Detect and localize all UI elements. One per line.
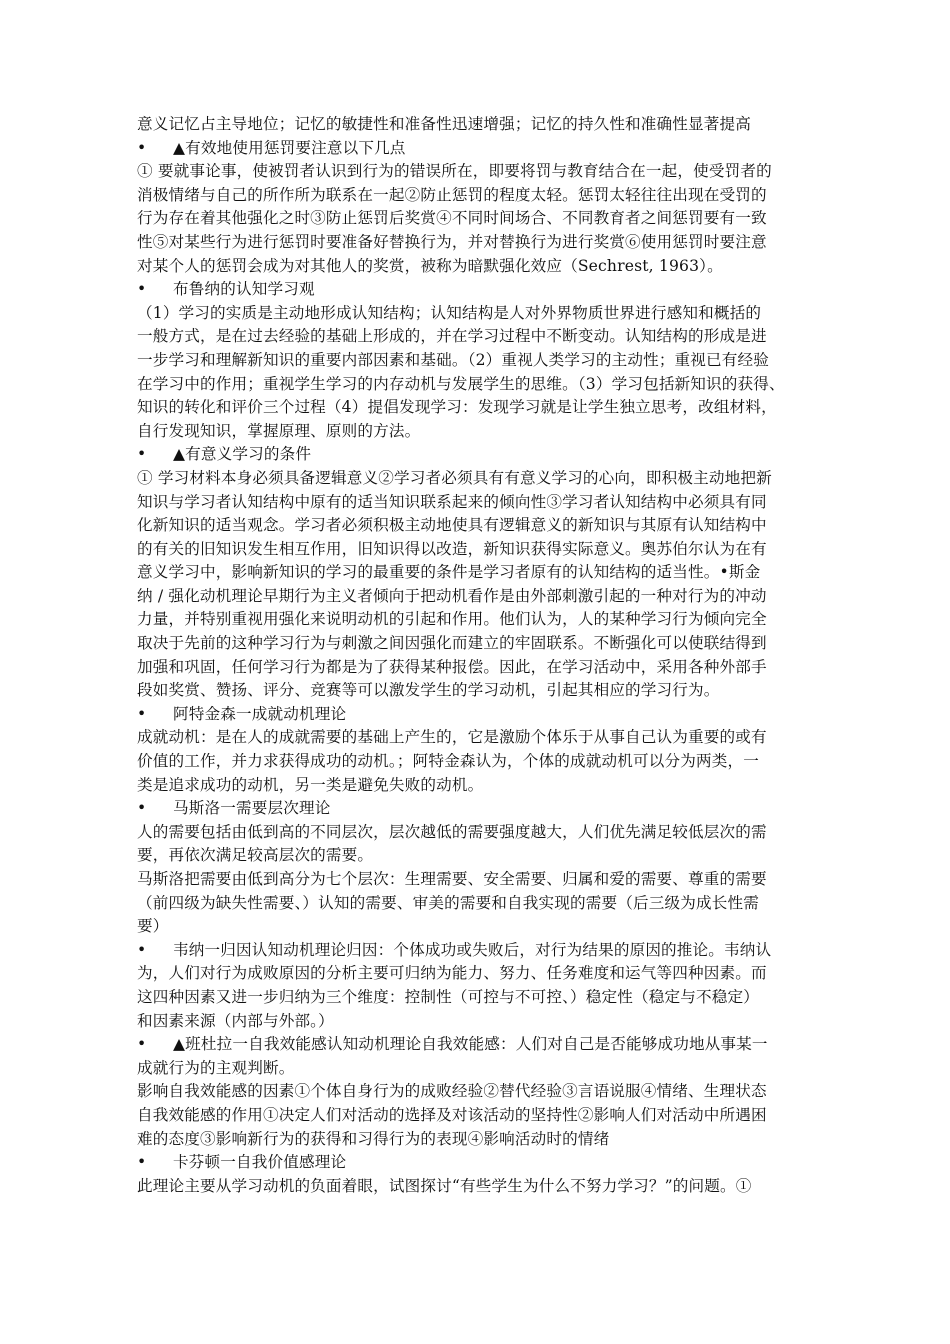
bullet-icon: • [137,445,147,464]
paragraph-line: 段如奖赏、赞扬、评分、竞赛等可以激发学生的学习动机，引起其相应的学习行为。 [137,681,720,700]
bullet-item [137,278,827,302]
paragraph-line: 力量，并特别重视用强化来说明动机的引起和作用。他们认为，人的某种学习行为倾向完全 [137,610,767,629]
paragraph-line: 人的需要包括由低到高的不同层次，层次越低的需要强度越大，人们优先满足较低层次的需 [137,822,767,841]
bullet-icon: • [137,1035,147,1054]
paragraph-line: 成就动机：是在人的成就需要的基础上产生的，它是激励个体乐于从事自己认为重要的或有 [137,728,767,747]
bullet-icon: • [137,799,147,818]
paragraph-line: 意义学习中，影响新知识的学习的最重要的条件是学习者原有的认知结构的适当性。•斯金 [137,563,761,582]
paragraph-line: 为，人们对行为成败原因的分析主要可归纳为能力、努力、任务难度和运气等四种因素。而 [137,964,767,983]
bullet-item [137,1151,827,1175]
bullet-item [137,797,827,821]
paragraph-line: 影响自我效能感的因素①个体自身行为的成败经验②替代经验③言语说服④情绪、生理状态 [137,1082,767,1101]
bullet-heading-text: ▲有意义学习的条件 [173,445,312,464]
paragraph-line: 此理论主要从学习动机的负面着眼，试图探讨“有些学生为什么不努力学习？”的问题。① [137,1176,752,1195]
paragraph-line: 难的态度③影响新行为的获得和习得行为的表现④影响活动时的情绪 [137,1129,610,1148]
paragraph-line: 和因素来源（内部与外部。） [137,1011,334,1030]
bullet-heading-text: 卡芬顿一自我价值感理论 [173,1153,347,1172]
bullet-heading-text: 布鲁纳的认知学习观 [173,280,315,299]
bullet-icon: • [137,940,147,959]
bullet-item [137,1033,827,1057]
paragraph-line: ① 学习材料本身必须具备逻辑意义②学习者必须具有有意义学习的心向，即积极主动地把新 [137,468,772,487]
paragraph-line: 一步学习和理解新知识的重要内部因素和基础。（2）重视人类学习的主动性；重视已有经验 [137,350,770,369]
bullet-heading-text: 韦纳一归因认知动机理论归因：个体成功或失败后，对行为结果的原因的推论。韦纳认 [173,940,772,959]
paragraph-line: 这四种因素又进一步归纳为三个维度：控制性（可控与不可控、）稳定性（稳定与不稳定） [137,987,759,1006]
paragraph-line: 的有关的旧知识发生相互作用，旧知识得以改造，新知识获得实际意义。奥苏伯尔认为在有 [137,539,767,558]
paragraph-line: 消极情绪与自己的所作所为联系在一起②防止惩罚的程度太轻。惩罚太轻往往出现在受罚的 [137,185,767,204]
bullet-icon: • [137,1153,147,1172]
paragraph-line: 对某个人的惩罚会成为对其他人的奖赏，被称为暗默强化效应（Sechrest, 1963）。 [137,256,723,275]
bullet-item [137,443,827,467]
document-body [137,113,827,1198]
paragraph-line: 马斯洛把需要由低到高分为七个层次：生理需要、安全需要、归属和爱的需要、尊重的需要 [137,870,767,888]
paragraph-line: 在学习中的作用；重视学生学习的内存动机与发展学生的思维。（3）学习包括新知识的获得、 [137,374,785,393]
bullet-item [137,939,827,963]
paragraph-line: 纳 / 强化动机理论早期行为主义者倾向于把动机看作是由外部刺激引起的一种对行为的冲动 [137,586,767,605]
paragraph-line: 自我效能感的作用①决定人们对活动的选择及对该活动的坚持性②影响人们对活动中所遇困 [137,1105,767,1124]
paragraph-line: 行为存在着其他强化之时③防止惩罚后奖赏④不同时间场合、不同教育者之间惩罚要有一致 [137,209,767,228]
paragraph-line: （前四级为缺失性需要、）认知的需要、审美的需要和自我实现的需要（后三级为成长性需 [137,893,759,912]
bullet-item [137,137,827,161]
paragraph-line: 知识与学习者认知结构中原有的适当知识联系起来的倾向性③学习者认知结构中必须具有同 [137,492,767,511]
paragraph-line: 化新知识的适当观念。学习者必须积极主动地使具有逻辑意义的新知识与其原有认知结构中 [137,516,767,535]
bullet-icon: • [137,704,147,723]
paragraph-line: 取决于先前的这种学习行为与刺激之间因强化而建立的牢固联系。不断强化可以使联结得到 [137,634,767,653]
bullet-heading-text: ▲有效地使用惩罚要注意以下几点 [173,138,406,157]
paragraph-line: 价值的工作，并力求获得成功的动机。；阿特金森认为，个体的成就动机可以分为两类，一 [137,752,759,771]
paragraph-line: 加强和巩固，任何学习行为都是为了获得某种报偿。因此，在学习活动中，采用各种外部手 [137,657,767,676]
bullet-icon: • [137,138,147,157]
bullet-heading-text: 马斯洛一需要层次理论 [173,799,331,818]
bullet-item [137,703,827,727]
paragraph-line: 性⑤对某些行为进行惩罚时要准备好替换行为，并对替换行为进行奖赏⑥使用惩罚时要注意 [137,232,767,251]
paragraph-line: 自行发现知识，掌握原理、原则的方法。 [137,421,421,440]
paragraph-line: 知识的转化和评价三个过程（4）提倡发现学习：发现学习就是让学生独立思考，改组材料， [137,398,777,417]
paragraph-line: ① 要就事论事，使被罚者认识到行为的错误所在，即要将罚与教育结合在一起，使受罚者的 [137,162,772,181]
paragraph-line: 成就行为的主观判断。 [137,1058,295,1077]
paragraph-line: （1）学习的实质是主动地形成认知结构；认知结构是人对外界物质世界进行感知和概括的 [137,303,762,322]
bullet-heading-text: 阿特金森一成就动机理论 [173,704,347,723]
bullet-heading-text: ▲班杜拉一自我效能感认知动机理论自我效能感：人们对自己是否能够成功地从事某一 [173,1035,768,1054]
paragraph-line: 类是追求成功的动机，另一类是避免失败的动机。 [137,775,484,794]
paragraph-line: 要，再依次满足较高层次的需要。 [137,846,374,865]
paragraph-line: 意义记忆占主导地位；记忆的敏捷性和准备性迅速增强；记忆的持久性和准确性显著提高 [137,115,752,133]
paragraph-line: 要） [137,917,169,936]
paragraph-line: 一般方式，是在过去经验的基础上形成的，并在学习过程中不断变动。认知结构的形成是进 [137,327,767,346]
bullet-icon: • [137,280,147,299]
